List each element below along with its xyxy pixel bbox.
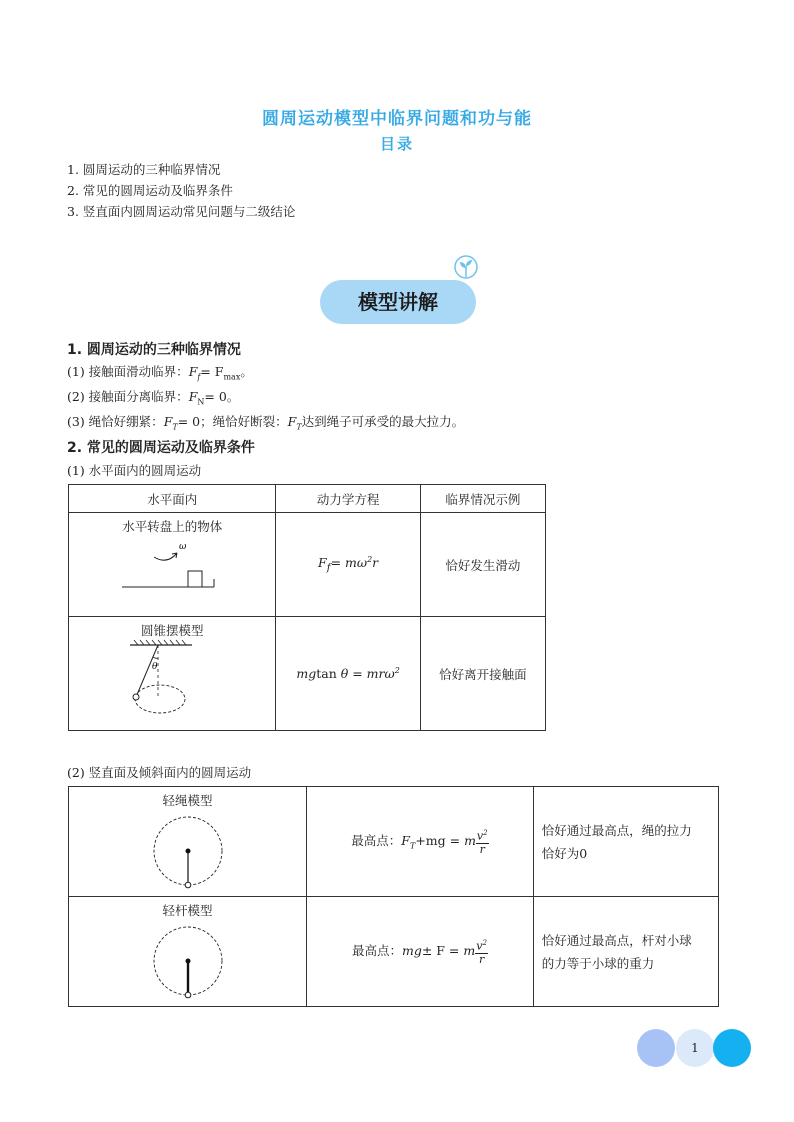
- conical-pendulum-diagram: [112, 639, 232, 717]
- subheading: (2) 竖直面及倾斜面内的圆周运动: [67, 765, 252, 780]
- section-heading: 2. 常见的圆周运动及临界条件: [67, 440, 255, 456]
- toc-item[interactable]: 2. 常见的圆周运动及临界条件: [67, 183, 233, 198]
- section-heading: 1. 圆周运动的三种临界情况: [67, 342, 241, 358]
- diagram-cell: [69, 617, 276, 731]
- equation: 最高点：$F_T+mg = m$ $\frac{v^2}{r}$: [351, 829, 488, 856]
- equation: 最高点：mg± F = m $\frac{v^2}{r}$: [351, 939, 487, 966]
- toc-item[interactable]: 1. 圆周运动的三种临界情况: [67, 162, 221, 177]
- model-label: 轻杆模型: [162, 903, 213, 918]
- page-number: 1: [676, 1029, 714, 1067]
- table-row: [69, 617, 546, 731]
- table-header-cell: 临界情况示例: [420, 485, 545, 513]
- diagram-cell: [69, 787, 307, 897]
- page-circle-left: [637, 1029, 675, 1067]
- table-header-row: [69, 485, 546, 513]
- svg-text:ω: ω: [179, 542, 187, 552]
- seedling-icon: [453, 255, 479, 283]
- vertical-circular-motion-table: [68, 786, 719, 1007]
- equation-cell: [307, 787, 534, 897]
- toc-heading: 目录: [379, 135, 414, 153]
- light-rod-diagram: [148, 919, 228, 999]
- diagram-cell: [69, 897, 307, 1007]
- critical-cell: 恰好离开接触面: [420, 617, 545, 731]
- model-label: 水平转盘上的物体: [122, 519, 223, 534]
- table-header-cell: 动力学方程: [276, 485, 420, 513]
- equation-cell: [307, 897, 534, 1007]
- table-row: [69, 897, 719, 1007]
- document-title: 圆周运动模型中临界问题和功与能: [262, 109, 532, 129]
- table-row: [69, 513, 546, 617]
- equation-cell: [276, 617, 420, 731]
- paragraph: (3) 绳恰好绷紧：$F_T= 0$；绳恰好断裂：$F_T$达到绳子可承受的最大拉力。: [67, 414, 465, 432]
- paragraph: (1) 接触面滑动临界：$F_f= F_{max}$。: [67, 364, 253, 382]
- equation: $F_f= m\omega^2r$: [318, 555, 379, 574]
- critical-cell: 恰好通过最高点，杆对小球 的力等于小球的重力: [533, 897, 718, 1007]
- light-rope-diagram: [148, 809, 228, 889]
- table-row: [69, 787, 719, 897]
- model-label: 圆锥摆模型: [140, 623, 204, 638]
- equation: mgtan θ = mrω$^2$: [296, 665, 400, 682]
- page-circle-right: [713, 1029, 751, 1067]
- horizontal-circular-motion-table: [68, 484, 546, 731]
- diagram-cell: [69, 513, 276, 617]
- section-badge: 模型讲解: [320, 280, 476, 324]
- turntable-diagram: [112, 535, 232, 595]
- svg-text:θ: θ: [152, 662, 158, 672]
- critical-cell: 恰好通过最高点，绳的拉力 恰好为0: [533, 787, 718, 897]
- table-header-cell: 水平面内: [69, 485, 276, 513]
- equation-cell: [276, 513, 420, 617]
- critical-cell: 恰好发生滑动: [420, 513, 545, 617]
- toc-item[interactable]: 3. 竖直面内圆周运动常见问题与二级结论: [67, 204, 296, 219]
- subheading: (1) 水平面内的圆周运动: [67, 463, 202, 478]
- paragraph: (2) 接触面分离临界：$F_N= 0$。: [67, 389, 240, 407]
- table-of-contents: [67, 159, 295, 222]
- model-label: 轻绳模型: [162, 793, 213, 808]
